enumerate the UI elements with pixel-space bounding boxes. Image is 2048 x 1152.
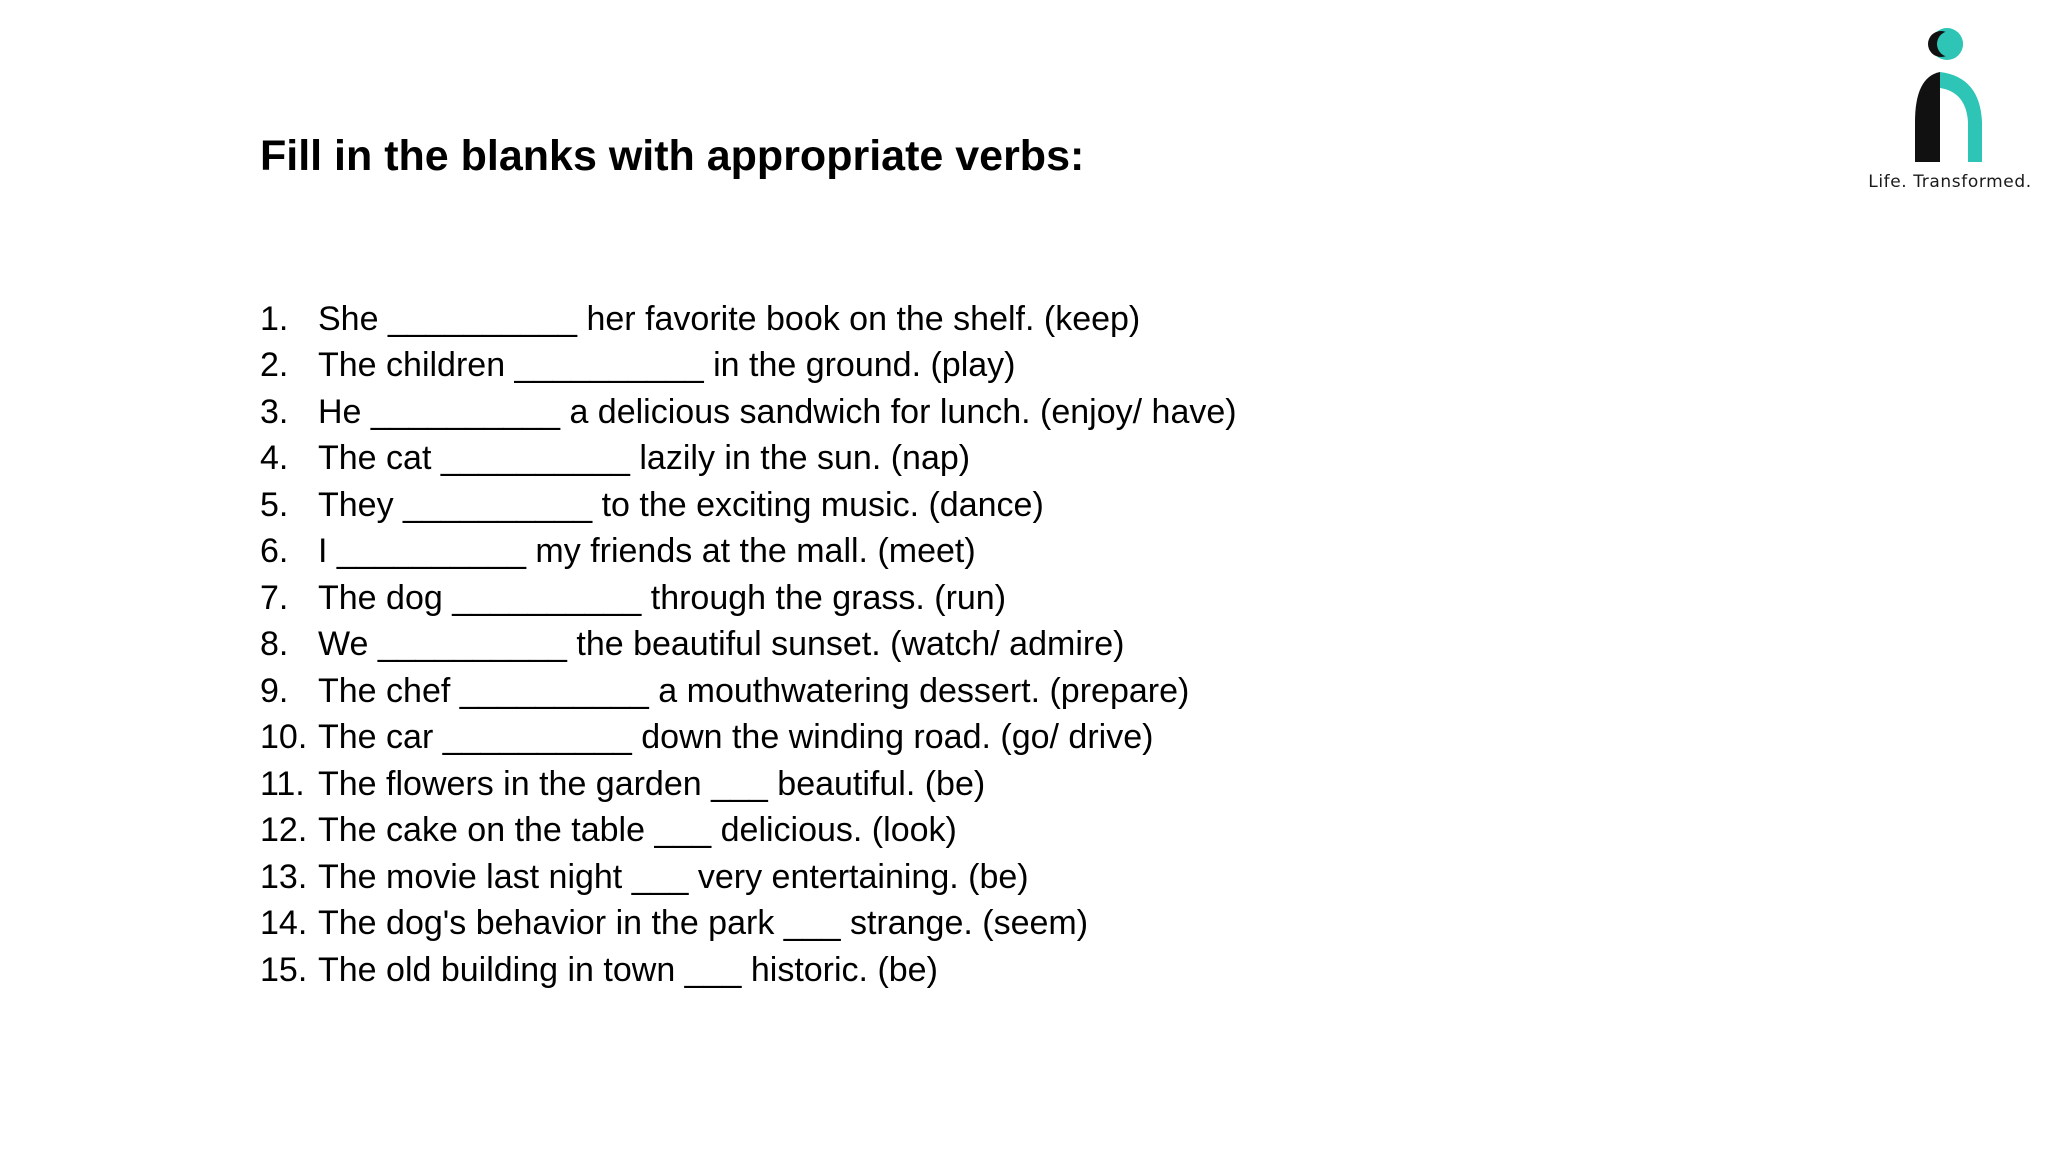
list-item — [260, 436, 1237, 483]
item-number: 15. — [260, 950, 308, 989]
item-number: 3. — [260, 392, 289, 431]
item-text: The dog's behavior in the park ___ strange. (seem) — [318, 904, 1089, 943]
item-number: 6. — [260, 532, 289, 571]
item-number: 13. — [260, 857, 308, 896]
item-text: We __________ the beautiful sunset. (watch/ admire) — [318, 625, 1125, 664]
list-item — [260, 575, 1237, 622]
list-item — [260, 901, 1237, 948]
list-item — [260, 529, 1237, 576]
item-text: The cat __________ lazily in the sun. (nap) — [318, 439, 971, 478]
logo — [1860, 22, 2040, 202]
page-title: Fill in the blanks with appropriate verbs: — [260, 132, 1085, 180]
item-number: 2. — [260, 346, 289, 385]
item-number: 10. — [260, 718, 308, 757]
item-number: 12. — [260, 811, 308, 850]
list-item — [260, 854, 1237, 901]
list-item — [260, 668, 1237, 715]
item-number: 8. — [260, 625, 289, 664]
list-item — [260, 622, 1237, 669]
item-text: She __________ her favorite book on the shelf. (keep) — [318, 299, 1141, 338]
item-text: I __________ my friends at the mall. (meet) — [318, 532, 976, 571]
item-text: The dog __________ through the grass. (run) — [318, 578, 1007, 617]
item-number: 4. — [260, 439, 289, 478]
item-text: The car __________ down the winding road. (go/ drive) — [318, 718, 1154, 757]
item-text: The children __________ in the ground. (play) — [318, 346, 1016, 385]
list-item — [260, 761, 1237, 808]
list-item — [260, 296, 1237, 343]
item-number: 9. — [260, 671, 289, 710]
exercise-list — [260, 296, 1237, 994]
list-item — [260, 808, 1237, 855]
item-text: The cake on the table ___ delicious. (look) — [318, 811, 957, 850]
item-text: The movie last night ___ very entertaining. (be) — [318, 857, 1029, 896]
item-number: 1. — [260, 299, 289, 338]
list-item — [260, 947, 1237, 994]
item-number: 14. — [260, 904, 308, 943]
list-item — [260, 715, 1237, 762]
logo-tagline: Life. Transformed. — [1868, 172, 2032, 192]
item-text: The chef __________ a mouthwatering dessert. (prepare) — [318, 671, 1190, 710]
list-item — [260, 482, 1237, 529]
list-item — [260, 389, 1237, 436]
item-text: They __________ to the exciting music. (dance) — [318, 485, 1044, 524]
item-number: 7. — [260, 578, 289, 617]
item-text: He __________ a delicious sandwich for lunch. (enjoy/ have) — [318, 392, 1237, 431]
item-number: 5. — [260, 485, 289, 524]
item-text: The old building in town ___ historic. (be) — [318, 950, 938, 989]
life-transformed-logo-icon — [1910, 22, 1990, 172]
list-item — [260, 343, 1237, 390]
item-text: The flowers in the garden ___ beautiful. (be) — [318, 764, 986, 803]
item-number: 11. — [260, 764, 305, 803]
